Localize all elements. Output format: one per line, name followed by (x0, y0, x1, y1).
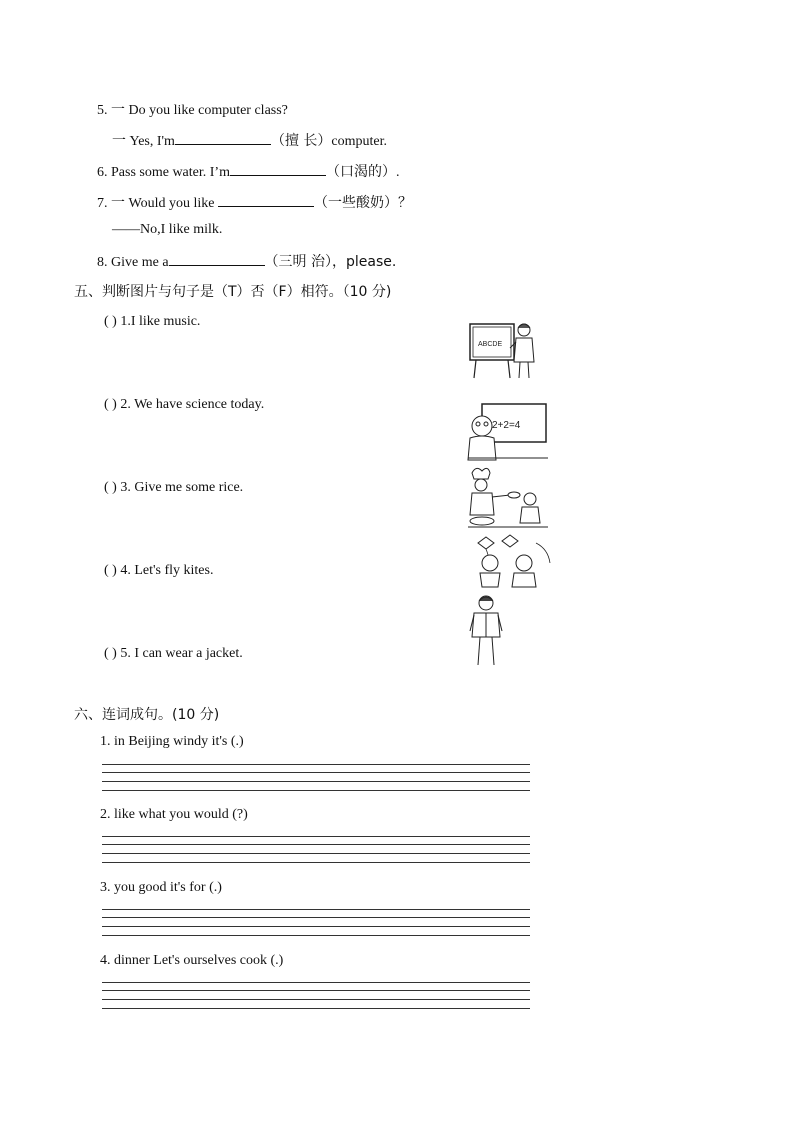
reorder-item-1: 1. in Beijing windy it's (.) (100, 734, 244, 749)
reorder-item-2: 2. like what you would (?) (100, 807, 248, 822)
boy-in-jacket-picture (466, 593, 506, 669)
q8-before: 8. Give me a (97, 255, 169, 270)
q6-after: . (395, 165, 400, 180)
judge-item-text: 5. I can wear a jacket. (120, 646, 243, 661)
q7a-after: ？ (397, 195, 412, 211)
question-6 (97, 161, 399, 181)
reorder-item-4: 4. dinner Let's ourselves cook (.) (100, 953, 284, 968)
question-8 (97, 251, 396, 271)
children-flying-kites-picture (466, 533, 556, 589)
q5b-hint: （擅 长） (270, 133, 332, 149)
q6-hint: （口渴的） (325, 164, 396, 180)
section5-heading: 五、判断图片与句子是（T）否（F）相符。（10 分) (74, 284, 392, 300)
question-5b (112, 130, 387, 150)
teacher-abc-board-picture (466, 318, 546, 382)
section6-heading: 六、连词成句。(10 分) (74, 707, 220, 723)
answer-paren[interactable]: ( ) (104, 646, 117, 661)
q6-before: 6. Pass some water. I’m (97, 165, 230, 180)
judge-item-text: 3. Give me some rice. (120, 480, 244, 495)
chef-cooking-picture (466, 465, 550, 531)
q5b-before: 一 Yes, I'm (112, 134, 175, 149)
question-7b: ——No,I like milk. (112, 222, 223, 237)
q5b-after: computer. (331, 134, 388, 149)
answer-paren[interactable]: ( ) (104, 480, 117, 495)
judge-item-4 (104, 563, 213, 579)
judge-item-3 (104, 480, 243, 496)
question-5a: 5. 一 Do you like computer class? (97, 103, 288, 118)
writing-lines[interactable] (102, 909, 530, 937)
answer-blank[interactable] (175, 132, 271, 145)
answer-blank[interactable] (230, 163, 326, 176)
judge-item-text: 2. We have science today. (120, 397, 265, 412)
judge-item-text: 1.I like music. (120, 314, 201, 329)
answer-paren[interactable]: ( ) (104, 563, 117, 578)
question-7a (97, 192, 412, 212)
answer-paren[interactable]: ( ) (104, 314, 117, 329)
writing-lines[interactable] (102, 982, 530, 1010)
answer-blank[interactable] (169, 253, 265, 266)
reorder-item-3: 3. you good it's for (.) (100, 880, 222, 895)
writing-lines[interactable] (102, 764, 530, 792)
judge-item-5 (104, 646, 243, 662)
q8-after: ，please. (331, 254, 397, 270)
svg-text:2+2=4: 2+2=4 (492, 420, 521, 431)
judge-item-1 (104, 314, 200, 330)
judge-item-text: 4. Let's fly kites. (120, 563, 214, 578)
q7a-hint: （一些酸奶） (313, 195, 398, 211)
teacher-math-board-picture (466, 400, 550, 464)
writing-lines[interactable] (102, 836, 530, 864)
svg-text:ABCDE: ABCDE (478, 341, 503, 348)
q8-hint: （三明 治） (264, 254, 332, 270)
judge-item-2 (104, 397, 264, 413)
answer-blank[interactable] (218, 194, 314, 207)
answer-paren[interactable]: ( ) (104, 397, 117, 412)
q7a-before: 7. 一 Would you like (97, 196, 215, 211)
